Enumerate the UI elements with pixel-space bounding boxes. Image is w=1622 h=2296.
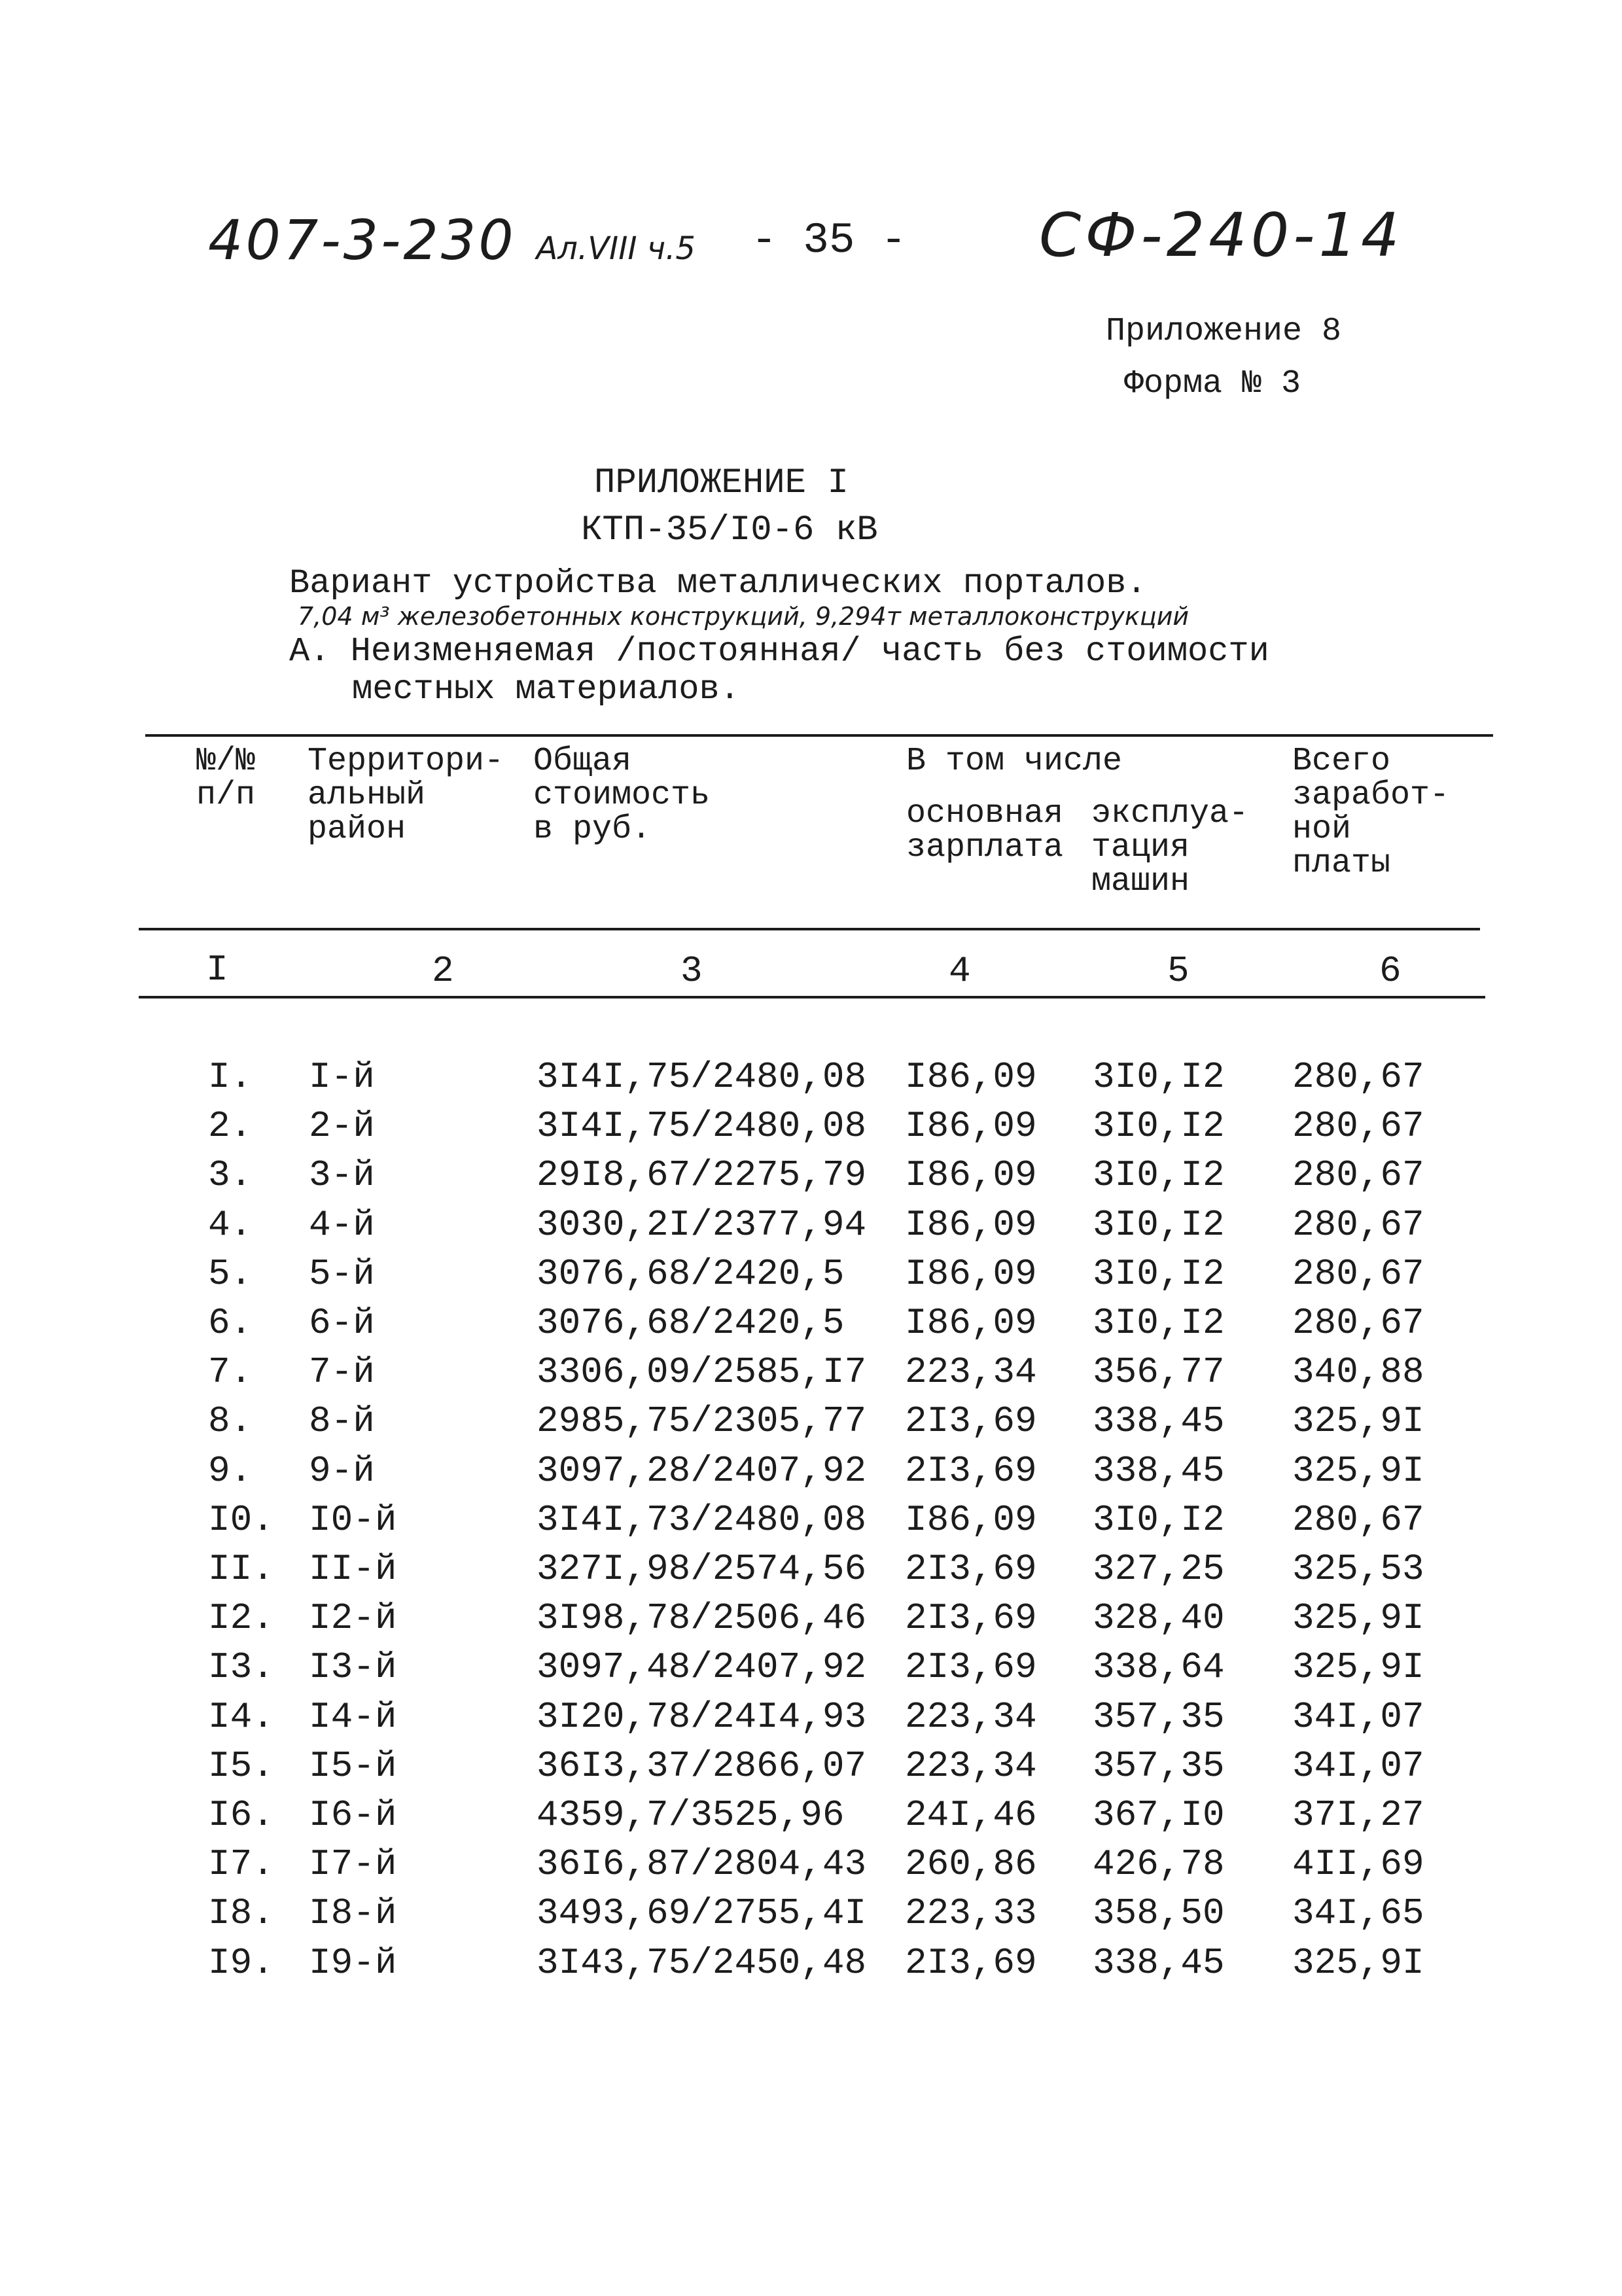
cell-region: 3-й xyxy=(309,1154,375,1196)
cell-base-salary: 223,33 xyxy=(905,1892,1037,1934)
cell-base-salary: I86,09 xyxy=(905,1056,1037,1098)
column-number-2: 2 xyxy=(432,950,454,992)
cell-base-salary: 2I3,69 xyxy=(905,1942,1037,1984)
cell-region: I5-й xyxy=(309,1745,397,1787)
cell-total-cost: 3306,09/2585,I7 xyxy=(537,1351,867,1393)
cell-base-salary: 260,86 xyxy=(905,1843,1037,1885)
cell-total-wages: 280,67 xyxy=(1292,1105,1424,1147)
cell-row-number: I0. xyxy=(208,1499,274,1541)
cell-region: I7-й xyxy=(309,1843,397,1885)
cell-total-cost: 3097,28/2407,92 xyxy=(537,1450,867,1492)
column-number-5: 5 xyxy=(1167,950,1190,992)
cell-region: 5-й xyxy=(309,1253,375,1295)
cell-total-wages: 280,67 xyxy=(1292,1154,1424,1196)
cell-row-number: I9. xyxy=(208,1942,274,1984)
appendix-label: Приложение 8 xyxy=(1106,313,1342,350)
cell-total-wages: 4II,69 xyxy=(1292,1843,1424,1885)
form-label: Форма № 3 xyxy=(1124,365,1301,402)
cell-row-number: II. xyxy=(208,1548,274,1590)
cell-machine-operation: 338,45 xyxy=(1093,1400,1225,1442)
cell-region: I3-й xyxy=(309,1646,397,1688)
cell-total-wages: 325,9I xyxy=(1292,1400,1424,1442)
cell-machine-operation: 328,40 xyxy=(1093,1597,1225,1639)
cell-base-salary: 24I,46 xyxy=(905,1794,1037,1836)
cell-base-salary: I86,09 xyxy=(905,1302,1037,1344)
cell-machine-operation: 3I0,I2 xyxy=(1093,1253,1225,1295)
cell-region: II-й xyxy=(309,1548,397,1590)
cell-base-salary: 223,34 xyxy=(905,1745,1037,1787)
cell-region: I2-й xyxy=(309,1597,397,1639)
cell-total-cost: 3I43,75/2450,48 xyxy=(537,1942,867,1984)
column-number-6: 6 xyxy=(1379,950,1402,992)
cell-machine-operation: 426,78 xyxy=(1093,1843,1225,1885)
document-code xyxy=(208,208,696,272)
cell-machine-operation: 338,64 xyxy=(1093,1646,1225,1688)
cell-machine-operation: 3I0,I2 xyxy=(1093,1204,1225,1246)
cell-row-number: I5. xyxy=(208,1745,274,1787)
cell-total-wages: 325,9I xyxy=(1292,1942,1424,1984)
cell-region: I6-й xyxy=(309,1794,397,1836)
cell-total-cost: 3493,69/2755,4I xyxy=(537,1892,867,1934)
cell-total-wages: 280,67 xyxy=(1292,1499,1424,1541)
cell-region: I4-й xyxy=(309,1696,397,1738)
header-total-cost: Общая стоимость в руб. xyxy=(533,743,711,848)
part-a-line2: местных материалов. xyxy=(352,670,740,709)
cell-total-wages: 280,67 xyxy=(1292,1204,1424,1246)
cell-total-wages: 280,67 xyxy=(1292,1302,1424,1344)
cell-region: 8-й xyxy=(309,1400,375,1442)
cell-machine-operation: 338,45 xyxy=(1093,1942,1225,1984)
cell-region: I8-й xyxy=(309,1892,397,1934)
cell-base-salary: I86,09 xyxy=(905,1154,1037,1196)
title-substation: КТП-35/I0-6 кВ xyxy=(581,510,878,550)
header-group-including: В том числе xyxy=(906,743,1123,780)
cell-machine-operation: 338,45 xyxy=(1093,1450,1225,1492)
cell-row-number: I7. xyxy=(208,1843,274,1885)
cell-machine-operation: 327,25 xyxy=(1093,1548,1225,1590)
cell-total-cost: 327I,98/2574,56 xyxy=(537,1548,867,1590)
cell-region: I-й xyxy=(309,1056,375,1098)
header-row-number: №/№ п/п xyxy=(196,743,256,814)
cell-region: 9-й xyxy=(309,1450,375,1492)
cell-machine-operation: 3I0,I2 xyxy=(1093,1105,1225,1147)
sheet-code: СФ-240-14 xyxy=(1039,200,1403,270)
cell-machine-operation: 3I0,I2 xyxy=(1093,1499,1225,1541)
cell-total-wages: 325,53 xyxy=(1292,1548,1424,1590)
cell-row-number: 9. xyxy=(208,1450,253,1492)
cell-machine-operation: 367,I0 xyxy=(1093,1794,1225,1836)
cell-total-wages: 37I,27 xyxy=(1292,1794,1424,1836)
cell-base-salary: 2I3,69 xyxy=(905,1450,1037,1492)
cell-machine-operation: 3I0,I2 xyxy=(1093,1302,1225,1344)
document-code-suffix: Ал.VIII ч.5 xyxy=(536,230,696,267)
cell-total-wages: 340,88 xyxy=(1292,1351,1424,1393)
cell-row-number: I4. xyxy=(208,1696,274,1738)
part-a-line1: А. Неизменяемая /постоянная/ часть без стоимости xyxy=(289,632,1269,671)
cell-region: I9-й xyxy=(309,1942,397,1984)
cell-row-number: 2. xyxy=(208,1105,253,1147)
cell-machine-operation: 357,35 xyxy=(1093,1696,1225,1738)
cell-row-number: I3. xyxy=(208,1646,274,1688)
cell-base-salary: I86,09 xyxy=(905,1204,1037,1246)
column-number-3: 3 xyxy=(680,950,703,992)
header-total-wages: Всего заработ- ной платы xyxy=(1292,743,1450,882)
cell-row-number: 5. xyxy=(208,1253,253,1295)
cell-region: 6-й xyxy=(309,1302,375,1344)
table-rule-middle xyxy=(139,928,1480,930)
cell-row-number: 8. xyxy=(208,1400,253,1442)
cell-region: 2-й xyxy=(309,1105,375,1147)
cell-total-wages: 34I,07 xyxy=(1292,1745,1424,1787)
cell-total-cost: 36I6,87/2804,43 xyxy=(537,1843,867,1885)
cell-row-number: 7. xyxy=(208,1351,253,1393)
cell-base-salary: 223,34 xyxy=(905,1351,1037,1393)
cell-total-cost: 3I4I,75/2480,08 xyxy=(537,1105,867,1147)
cell-machine-operation: 3I0,I2 xyxy=(1093,1056,1225,1098)
cell-total-cost: 3076,68/2420,5 xyxy=(537,1302,845,1344)
cell-base-salary: 2I3,69 xyxy=(905,1597,1037,1639)
cell-base-salary: I86,09 xyxy=(905,1105,1037,1147)
cell-row-number: I8. xyxy=(208,1892,274,1934)
cell-row-number: I. xyxy=(208,1056,253,1098)
cell-total-wages: 325,9I xyxy=(1292,1646,1424,1688)
header-base-salary: основная зарплата xyxy=(906,795,1064,866)
cell-row-number: 6. xyxy=(208,1302,253,1344)
cell-total-cost: 3I98,78/2506,46 xyxy=(537,1597,867,1639)
cell-region: I0-й xyxy=(309,1499,397,1541)
cell-total-cost: 3I4I,73/2480,08 xyxy=(537,1499,867,1541)
cell-machine-operation: 357,35 xyxy=(1093,1745,1225,1787)
cell-base-salary: I86,09 xyxy=(905,1253,1037,1295)
cell-base-salary: 2I3,69 xyxy=(905,1646,1037,1688)
cell-total-wages: 325,9I xyxy=(1292,1597,1424,1639)
cell-region: 4-й xyxy=(309,1204,375,1246)
cell-total-cost: 36I3,37/2866,07 xyxy=(537,1745,867,1787)
cell-total-cost: 3I4I,75/2480,08 xyxy=(537,1056,867,1098)
cell-row-number: 3. xyxy=(208,1154,253,1196)
cell-machine-operation: 358,50 xyxy=(1093,1892,1225,1934)
header-region: Территори- альный район xyxy=(308,743,504,848)
cell-machine-operation: 356,77 xyxy=(1093,1351,1225,1393)
cell-total-cost: 2985,75/2305,77 xyxy=(537,1400,867,1442)
cell-total-wages: 280,67 xyxy=(1292,1056,1424,1098)
cell-total-cost: 3076,68/2420,5 xyxy=(537,1253,845,1295)
document-code-main: 407-3-230 xyxy=(208,208,516,272)
cell-base-salary: 2I3,69 xyxy=(905,1400,1037,1442)
column-number-1: I xyxy=(206,949,228,991)
handwritten-note: 7,04 м³ железобетонных конструкций, 9,294т металлоконструкций xyxy=(298,602,1190,631)
variant-description: Вариант устройства металлических порталов. xyxy=(289,564,1147,603)
cell-row-number: 4. xyxy=(208,1204,253,1246)
cell-total-cost: 3030,2I/2377,94 xyxy=(537,1204,867,1246)
table-rule-bottom xyxy=(139,996,1485,998)
cell-total-cost: 3097,48/2407,92 xyxy=(537,1646,867,1688)
cell-total-wages: 325,9I xyxy=(1292,1450,1424,1492)
cell-base-salary: 223,34 xyxy=(905,1696,1037,1738)
cell-total-cost: 4359,7/3525,96 xyxy=(537,1794,845,1836)
header-machine-operation: эксплуа- тация машин xyxy=(1091,795,1249,900)
cell-base-salary: I86,09 xyxy=(905,1499,1037,1541)
cell-base-salary: 2I3,69 xyxy=(905,1548,1037,1590)
cell-total-cost: 3I20,78/24I4,93 xyxy=(537,1696,867,1738)
cell-machine-operation: 3I0,I2 xyxy=(1093,1154,1225,1196)
table-rule-top xyxy=(145,734,1493,737)
page-number: - 35 - xyxy=(751,216,907,265)
title-appendix: ПРИЛОЖЕНИЕ I xyxy=(594,463,849,503)
cell-total-wages: 280,67 xyxy=(1292,1253,1424,1295)
cell-row-number: I6. xyxy=(208,1794,274,1836)
cell-row-number: I2. xyxy=(208,1597,274,1639)
column-number-4: 4 xyxy=(949,950,971,992)
cell-total-wages: 34I,07 xyxy=(1292,1696,1424,1738)
cell-region: 7-й xyxy=(309,1351,375,1393)
cell-total-cost: 29I8,67/2275,79 xyxy=(537,1154,867,1196)
cell-total-wages: 34I,65 xyxy=(1292,1892,1424,1934)
